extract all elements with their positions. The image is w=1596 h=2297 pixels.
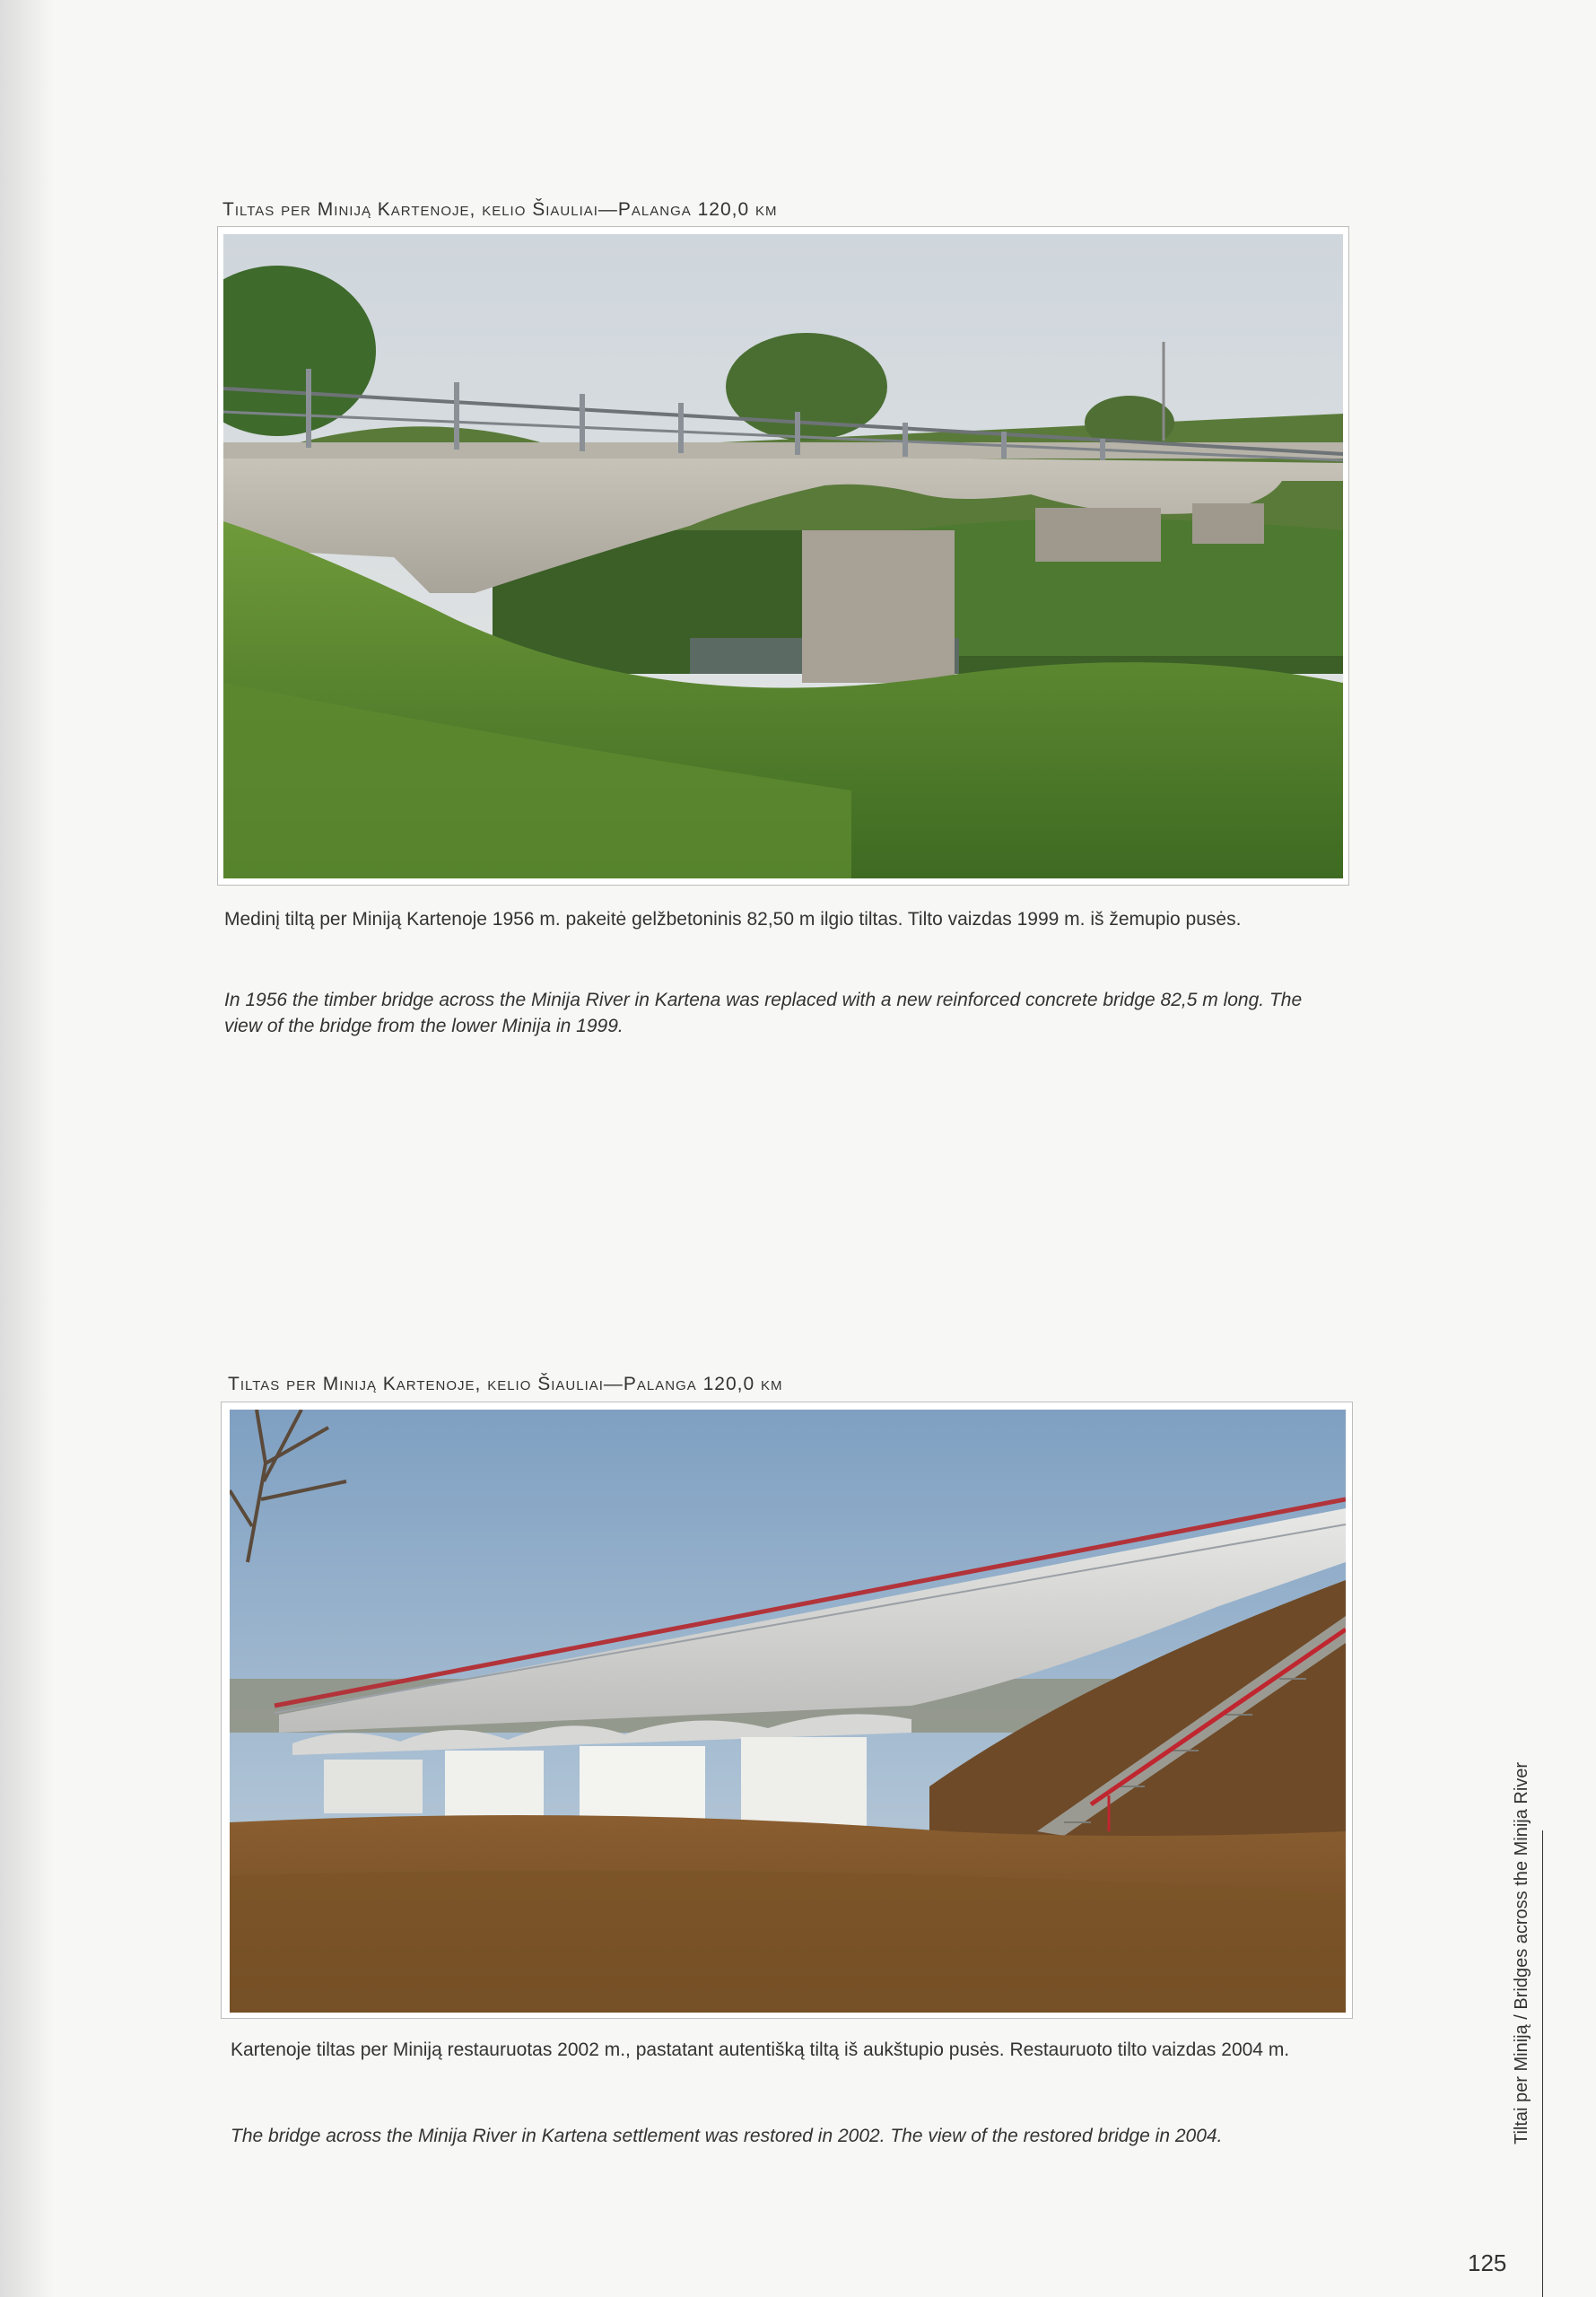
bottom-photo-frame (221, 1402, 1353, 2019)
bottom-caption-lithuanian: Kartenoje tiltas per Miniją restauruotas 2002 m., pastatant autentišką tiltą iš aukštupio pusės. Restauruoto tilto vaizdas 2004 m. (231, 2039, 1290, 2060)
running-side-label: Tiltai per Miniją / Bridges across the Minija River (1512, 1761, 1531, 2144)
bottom-bridge-photo (230, 1410, 1346, 2013)
bottom-section-title: Tiltas per Miniją Kartenoje, kelio Šiauliai—Palanga 120,0 km (228, 1374, 783, 1394)
top-caption-english: In 1956 the timber bridge across the Minija River in Kartena was replaced with a new reinforced concrete bridge 82,5 m long. The view of the bridge from the lower Minija in 1999. (224, 990, 1303, 1036)
top-photo-frame (217, 226, 1349, 886)
page-number: 125 (1468, 2249, 1507, 2276)
top-caption-lithuanian: Medinį tiltą per Miniją Kartenoje 1956 m. pakeitė gelžbetoninis 82,50 m ilgio tiltas. Tilto vaizdas 1999 m. iš žemupio pusės. (224, 909, 1242, 930)
page-gutter-shadow (0, 0, 54, 2297)
bottom-caption-english: The bridge across the Minija River in Kartena settlement was restored in 2002. The view of the restored bridge in 2004. (231, 2126, 1223, 2146)
top-bridge-photo (223, 234, 1343, 878)
top-section-title: Tiltas per Miniją Kartenoje, kelio Šiauliai—Palanga 120,0 km (222, 199, 778, 220)
side-divider-line (1542, 1830, 1543, 2297)
